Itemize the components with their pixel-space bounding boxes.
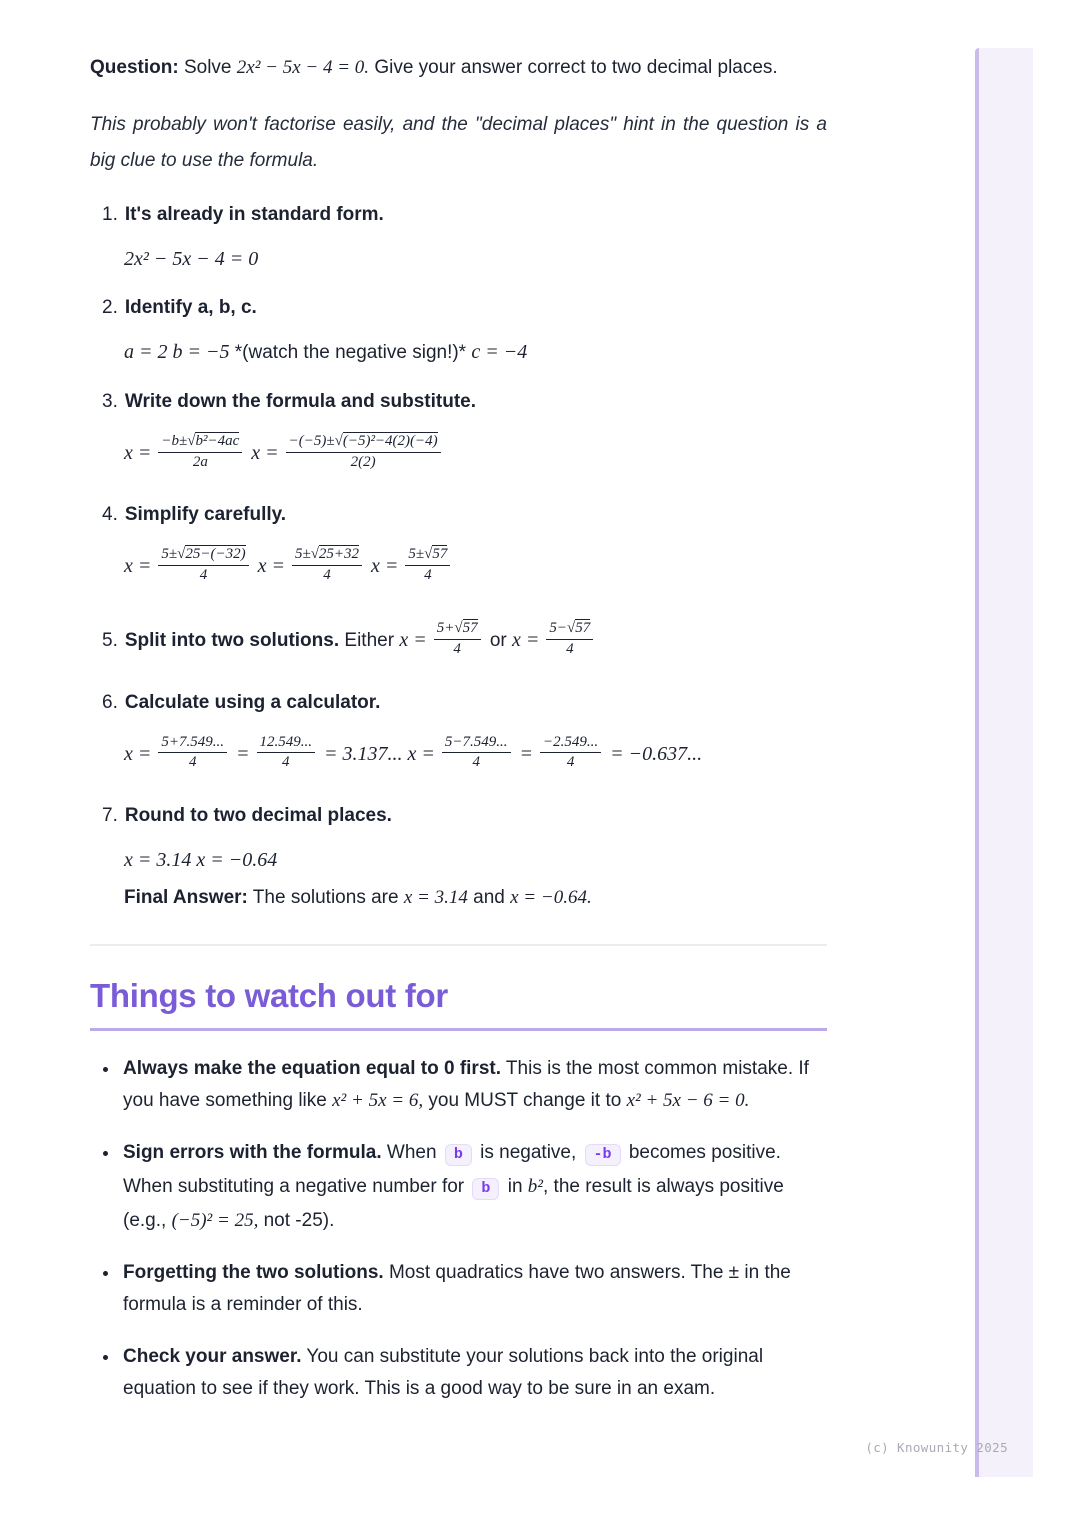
document-content [90,50,827,1405]
numerator-prefix: −(−5)± [288,433,335,450]
abc-values-2: c = −4 [471,341,528,363]
fraction [286,432,441,470]
step-1-title: 1. It's already in standard form. [102,204,384,225]
numerator-prefix: 5± [294,546,311,563]
fraction [257,734,316,771]
abc-values-1: a = 2 b = −5 [124,341,230,363]
fraction-numerator: 12.549... [259,734,312,751]
final-answer-text-2: and [467,887,511,908]
fraction [442,734,511,771]
fraction-denominator: 4 [546,639,593,658]
fraction-denominator: 4 [292,565,362,584]
step-4-title: 4. Simplify carefully. [102,504,287,525]
list-item-text: not -25). [258,1210,335,1231]
question-label: Question: [90,57,179,78]
step-3-equation [124,427,827,479]
fraction-denominator: 4 [158,752,227,771]
list-item-check-answer [120,1341,827,1405]
x-equals: x = [124,743,157,765]
step-7-title: 7. Round to two decimal places. [102,805,392,826]
fraction-denominator: 4 [434,639,481,658]
section-divider [90,944,827,946]
numerator-prefix: −b± [161,433,188,450]
question-equation: 2x² − 5x − 4 = 0. [236,57,370,78]
fraction-denominator: 4 [442,752,511,771]
numerator-prefix: 5± [408,546,425,563]
watch-out-list [90,1053,827,1405]
list-item-text: becomes positive. When substituting a negative number for [123,1142,781,1197]
step-1-equation: 2x² − 5x − 4 = 0 [124,248,259,270]
x-equals: x = [407,743,440,765]
step-6-equation [124,728,827,780]
question-text-post: Give your answer correct to two decimal places. [369,57,778,78]
page-edge-strip [975,48,1033,1477]
list-item-text: is negative, [474,1142,582,1163]
x-equals: x = [124,442,157,464]
final-answer-line [124,881,827,914]
x-equals: x = [512,629,545,651]
fraction [292,545,362,583]
step-2-equation [124,339,827,366]
hint-paragraph: This probably won't factorise easily, and the "decimal places" hint in the question is a big clue to use the formula. [90,114,827,171]
fraction-denominator: 4 [540,752,601,771]
step-3-number: 3. [102,391,118,412]
step-3-title: 3. Write down the formula and substitute. [102,391,477,412]
step-2-title: 2. Identify a, b, c. [102,297,257,318]
radicand: 57 [462,620,478,637]
copyright-footer: (c) Knowunity 2025 [865,1440,1008,1455]
fraction-numerator [158,432,242,451]
solution-2: x = −0.64. [510,887,592,908]
fraction-denominator: 4 [405,565,450,584]
fraction [158,432,242,470]
x-equals: x = [399,629,432,651]
negative-sign-note: *(watch the negative sign!)* [229,342,472,363]
code-badge-b: b [472,1178,499,1200]
numerator-prefix: 5± [161,546,178,563]
inline-math: (−5)² = 25, [171,1210,259,1231]
fraction [158,545,248,583]
fraction-numerator [434,619,481,638]
step-6-title: 6. Calculate using a calculator. [102,692,381,713]
question-paragraph [90,50,827,85]
fraction-denominator: 4 [257,752,316,771]
equals-sign: = [231,743,255,765]
step-6-number: 6. [102,692,118,713]
x-equals: x = [366,555,404,577]
fraction-numerator [286,432,441,451]
fraction [546,619,593,657]
radicand: (−5)²−4(2)(−4) [342,433,438,450]
radicand: 57 [432,546,448,563]
either-text: Either [339,630,400,651]
heading-underline [90,1028,827,1031]
section-heading: Things to watch out for [90,977,448,1014]
radical-sign: √ [454,620,463,637]
x-equals: x = [246,442,284,464]
list-item-text: You can substitute your solutions back into the original equation to see if they work. This is a good way to be sure in an exam. [123,1346,764,1399]
final-answer-label: Final Answer: [124,887,248,908]
radicand: 25−(−32) [185,546,246,563]
list-item-bold: Forgetting the two solutions. [123,1262,384,1283]
x-equals: x = [124,555,157,577]
inline-math: x² + 5x − 6 = 0. [626,1090,750,1111]
fraction-denominator: 4 [158,565,248,584]
list-item-sign-errors [120,1137,827,1237]
rounded-solutions: x = 3.14 x = −0.64 [124,849,278,871]
list-item-text: This is the most common mistake. If you have something like [123,1058,809,1111]
radicand: 57 [575,620,591,637]
radical-sign: √ [177,546,186,563]
final-answer-text-1: The solutions are [247,887,404,908]
radical-sign: √ [187,433,196,450]
step-5-title: 5. Split into two solutions. Either x = $\frac{5+√57}{4}$ or x = $\frac{5-√57}{4}$ [90,614,827,667]
result-2: = −0.637... [605,743,703,765]
solution-1: x = 3.14 [403,887,468,908]
list-item-text: Most quadratics have two answers. The ± in the formula is a reminder of this. [123,1262,791,1315]
step-5-number: 5. [102,630,118,651]
fraction-numerator [292,545,362,564]
list-item-text: , the result is always positive (e.g., [123,1176,784,1231]
inline-math: x² + 5x = 6, [332,1090,424,1111]
radicand: 25+32 [318,546,360,563]
fraction [434,619,481,657]
list-item-two-solutions [120,1257,827,1321]
radical-sign: √ [334,433,343,450]
fraction-numerator: 5−7.549... [444,734,508,751]
list-item-text: in [502,1176,528,1197]
fraction-denominator: 2a [158,452,242,471]
radical-sign: √ [424,546,433,563]
step-4-equation [124,540,827,592]
solution-steps [90,201,827,914]
fraction-numerator [158,545,248,564]
fraction-denominator: 2(2) [286,452,441,471]
question-text-pre: Solve [178,57,237,78]
list-item-text: you MUST change it to [423,1090,627,1111]
fraction [405,545,450,583]
fraction-numerator: −2.549... [543,734,599,751]
fraction-numerator [546,619,593,638]
list-item-bold: Sign errors with the formula. [123,1142,382,1163]
inline-math: b² [527,1176,543,1197]
fraction [540,734,601,771]
x-equals: x = [252,555,290,577]
step-1-number: 1. [102,204,118,225]
equals-sign: = [514,743,538,765]
result-1: = 3.137... [319,743,408,765]
or-text: or [484,630,513,651]
radical-sign: √ [310,546,319,563]
numerator-prefix: 5+ [436,620,455,637]
code-badge-minus-b: -b [585,1144,621,1166]
radical-sign: √ [567,620,576,637]
step-2-number: 2. [102,297,118,318]
fraction-numerator [405,545,450,564]
code-badge-b: b [445,1144,472,1166]
numerator-prefix: 5− [549,620,568,637]
fraction-numerator: 5+7.549... [161,734,224,751]
list-item-bold: Check your answer. [123,1346,302,1367]
radicand: b²−4ac [195,433,240,450]
step-4-number: 4. [102,504,118,525]
step-7-number: 7. [102,805,118,826]
list-item-bold: Always make the equation equal to 0 first. [123,1058,501,1079]
list-item-text: When [381,1142,442,1163]
list-item-equal-zero [120,1053,827,1117]
fraction [158,734,227,771]
